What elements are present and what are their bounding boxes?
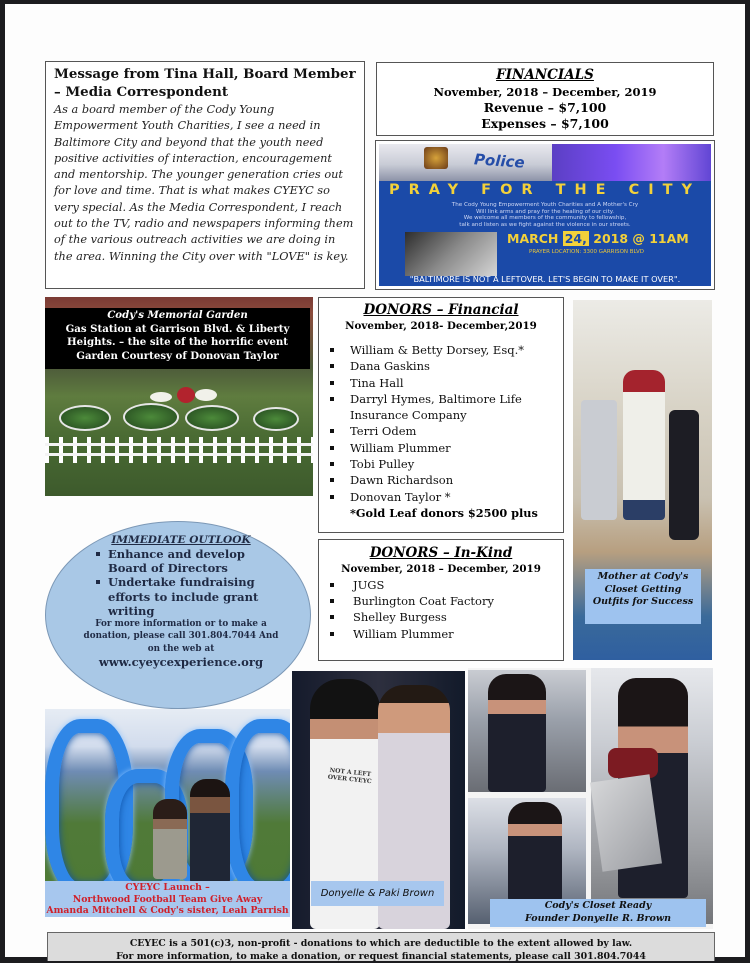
financials-revenue: Revenue – $7,100: [483, 100, 607, 115]
donor-name: Dawn Richardson: [350, 473, 454, 488]
bullet-icon: [330, 599, 334, 603]
flyer-description-line: We welcome all members of the community to fellowship,: [463, 215, 627, 222]
donor-name: Burlington Coat Factory: [353, 594, 494, 609]
flyer-date: [507, 231, 689, 246]
garden-caption-line: Garden Courtesy of Donovan Taylor: [76, 349, 279, 362]
donors-financial-period: November, 2018- December,2019: [345, 320, 537, 332]
list-item: [319, 456, 563, 472]
list-item: [76, 547, 286, 575]
police-car-photo: [379, 144, 711, 181]
message-box: [45, 61, 365, 289]
footer-line: For more information, to make a donation, or request financial statements, please call 301.804.7044: [116, 951, 646, 962]
donors-inkind-list: [319, 577, 563, 642]
launch-photo-caption: [45, 881, 290, 917]
flyer-description-line: Will link arms and pray for the healing of our city.: [475, 208, 615, 215]
list-item: [319, 593, 563, 609]
donor-name: Dana Gaskins: [350, 359, 430, 374]
pray-for-city-flyer: [375, 140, 715, 290]
message-title: Message from Tina Hall, Board Member – Media Correspondent: [54, 66, 356, 100]
financials-period: November, 2018 – December, 2019: [433, 85, 657, 99]
police-badge-icon: [424, 147, 448, 169]
donor-name: Terri Odem: [350, 424, 417, 439]
police-lights-photo: [552, 144, 711, 181]
bullet-icon: [330, 364, 334, 368]
garden-caption-line: Heights. – the site of the horrific event: [67, 336, 288, 348]
bullet-icon: [330, 583, 334, 587]
list-item: [319, 375, 563, 391]
outlook-item: Enhance and develop Board of Directors: [108, 547, 245, 576]
shirt-text: NOT A LEFT OVER CYEYC: [327, 766, 372, 786]
donors-financial-box: [318, 297, 564, 533]
bullet-icon: [330, 381, 334, 385]
donors-inkind-box: [318, 539, 564, 661]
launch-caption-line: Northwood Football Team Give Away: [72, 893, 263, 905]
donors-financial-heading: DONORS – Financial: [363, 302, 519, 318]
bullet-icon: [330, 397, 334, 401]
cyeyc-launch-photo: [45, 709, 290, 917]
flyer-headline: PRAY FOR THE CITY: [388, 182, 702, 198]
flyer-location: PRAYER LOCATION: 3300 GARRISON BLVD: [529, 249, 645, 255]
footer-line: CEYEC is a 501(c)3, non-profit - donations to which are deductible to the extent allowed by law.: [129, 938, 633, 949]
financials-expenses: Expenses – $7,100: [481, 116, 609, 131]
bullet-icon: [330, 495, 334, 499]
list-item: [319, 577, 563, 593]
donyelle-photo-caption: Donyelle & Paki Brown: [311, 881, 444, 906]
donor-name: William Plummer: [350, 440, 451, 455]
donor-name: JUGS: [353, 578, 385, 592]
list-item: [319, 423, 563, 439]
list-item: [319, 358, 563, 374]
flyer-description-line: The Cody Young Empowerment Youth Charities and A Mother's Cry: [451, 202, 639, 208]
bullet-icon: [96, 580, 100, 584]
immediate-outlook-circle: [45, 521, 311, 709]
list-item: [319, 489, 563, 505]
bullet-icon: [330, 348, 334, 352]
outlook-item: Undertake fundraising efforts to include grant writing: [108, 575, 259, 618]
donors-financial-list: [319, 342, 563, 505]
memorial-garden-photo: [45, 297, 313, 496]
launch-caption-line: Amanda Mitchell & Cody's sister, Leah Parrish: [46, 905, 289, 916]
donor-name: William & Betty Dorsey, Esq.*: [350, 343, 524, 357]
list-item: [319, 609, 563, 625]
outlook-heading: IMMEDIATE OUTLOOK: [111, 534, 251, 546]
donors-inkind-period: November, 2018 – December, 2019: [341, 563, 541, 575]
white-picket-fence: [45, 437, 313, 463]
flyer-description-line: talk and listen as we fight against the violence in our streets.: [459, 221, 631, 228]
closet-photo-caption: [490, 899, 706, 927]
flyer-quote: "BALTIMORE IS NOT A LEFTOVER. LET'S BEGIN TO MAKE IT OVER".: [409, 274, 681, 284]
donor-name: Darryl Hymes, Baltimore Life Insurance Company: [350, 391, 522, 423]
list-item: [76, 575, 286, 618]
bullet-icon: [330, 462, 334, 466]
flyer-date-year-time: 2018 @ 11AM: [588, 231, 689, 246]
flyer-date-month: MARCH: [507, 231, 563, 246]
website-link[interactable]: www.cyeycexperience.org: [98, 654, 264, 669]
police-car-text: Police: [473, 150, 526, 172]
financials-heading: FINANCIALS: [496, 67, 594, 83]
list-item: [319, 391, 563, 424]
launch-caption-line: CYEYC Launch –: [125, 882, 210, 893]
list-item: [319, 472, 563, 488]
bullet-icon: [330, 478, 334, 482]
message-body: As a board member of the Cody Young Empowerment Youth Charities, I see a need in Baltimore City and beyond that the youth need positive activities of interaction, encouragement and mentorship. The younger generation cries out for love and time. That is what makes CYEYC so very special. As the Media Correspondent, I reach out to the TV, radio and newspapers informing them of the various outreach activities we are doing in the area. Winning the City over with "LOVE" is key.: [54, 103, 354, 263]
bullet-icon: [330, 446, 334, 450]
bullet-icon: [330, 615, 334, 619]
garden-caption-line: Gas Station at Garrison Blvd. & Liberty: [65, 322, 290, 335]
shopping-bag: [590, 774, 662, 871]
newsletter-page: [5, 4, 745, 962]
list-item: [319, 440, 563, 456]
list-item: [319, 342, 563, 358]
donor-name: Shelley Burgess: [353, 610, 447, 625]
closet-caption-line: Founder Donyelle R. Brown: [525, 912, 671, 924]
donors-inkind-heading: DONORS – In-Kind: [369, 545, 513, 561]
gold-leaf-note: *Gold Leaf donors $2500 plus: [350, 505, 538, 520]
donor-name: Donovan Taylor *: [350, 489, 451, 504]
garden-caption-title: Cody's Memorial Garden: [107, 309, 248, 321]
bullet-icon: [330, 429, 334, 433]
donyelle-paki-photo: [292, 671, 465, 929]
bullet-icon: [330, 632, 334, 636]
garden-caption: [45, 308, 310, 369]
mother-photo-caption: Mother at Cody's Closet Getting Outfits for Success: [585, 569, 701, 624]
donor-name: Tobi Pulley: [350, 457, 415, 472]
list-item: [319, 626, 563, 642]
donor-name: William Plummer: [353, 626, 454, 641]
financials-box: [376, 62, 714, 136]
flyer-date-day: 24,: [564, 231, 587, 246]
mother-cody-closet-photo: [573, 300, 712, 660]
flyer-description: [383, 202, 707, 228]
closet-caption-line: Cody's Closet Ready: [544, 900, 652, 911]
bullet-icon: [96, 552, 100, 556]
donor-name: Tina Hall: [350, 375, 404, 390]
outlook-contact-info: For more information or to make a donation, please call 301.804.7044 And on the web at: [83, 619, 279, 654]
cody-portrait-photo: [405, 232, 497, 276]
cody-closet-collage: [468, 668, 713, 929]
